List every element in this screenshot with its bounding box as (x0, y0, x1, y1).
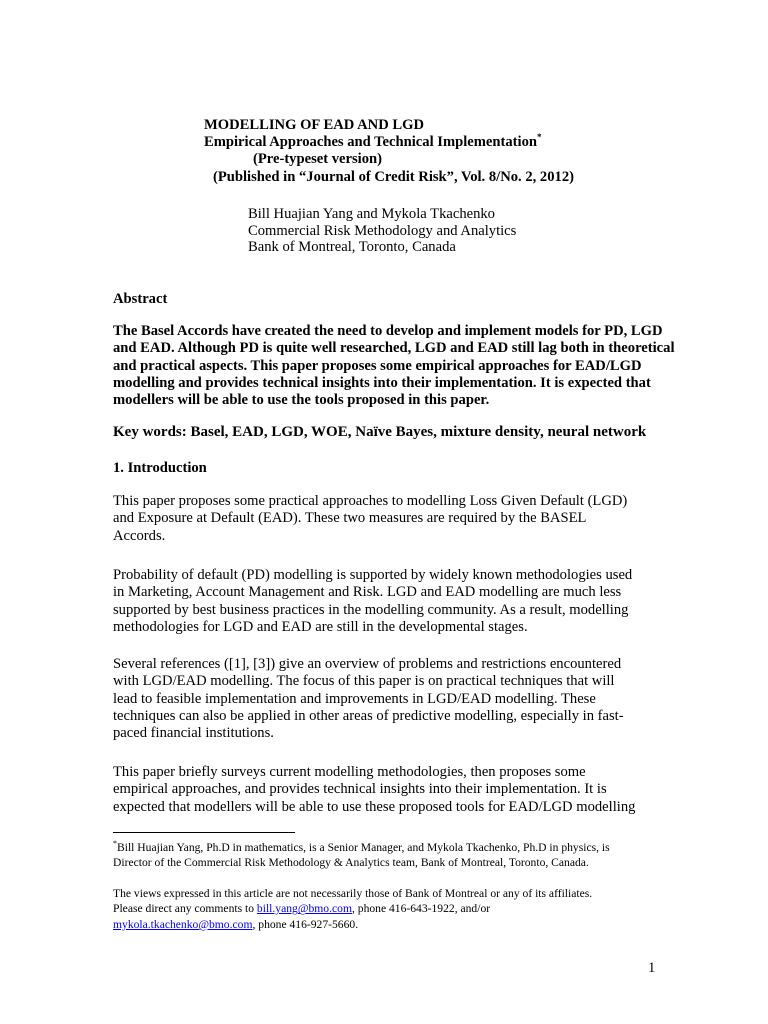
keywords: Key words: Basel, EAD, LGD, WOE, Naïve Bayes, mixture density, neural network (113, 424, 647, 440)
body-line: This paper briefly surveys current modelling methodologies, then proposes some (113, 764, 586, 780)
disclaimer (113, 886, 673, 932)
footnote-mark: * (113, 839, 117, 849)
intro-paragraph-4 (113, 764, 673, 816)
abstract-line: modelling and provides technical insights into their implementation. It is expected that (113, 374, 651, 391)
intro-paragraph-1 (113, 493, 673, 545)
author-institution: Bank of Montreal, Toronto, Canada (248, 239, 456, 255)
body-line: techniques can also be applied in other areas of predictive modelling, especially in fast- (113, 707, 624, 724)
abstract-line: modellers will be able to use the tools proposed in this paper. (113, 392, 490, 409)
intro-paragraph-3 (113, 656, 673, 742)
contact-mid: , phone 416-643-1922, and/or (351, 902, 491, 916)
contact-suffix: , phone 416-927-5660. (252, 917, 359, 931)
footnote-divider (113, 832, 295, 833)
author-names: Bill Huajian Yang and Mykola Tkachenko (248, 206, 495, 222)
body-line: in Marketing, Account Management and Risk. LGD and EAD modelling are much less (113, 584, 622, 601)
email-link-mykola-tkachenko[interactable]: mykola.tkachenko@bmo.com (113, 917, 253, 931)
contact-line (113, 901, 673, 916)
paper-subtitle-text: Empirical Approaches and Technical Implementation (204, 134, 537, 150)
abstract-line: and EAD. Although PD is quite well researched, LGD and EAD still lag both in theoretical (113, 340, 675, 357)
footnote-line (113, 840, 673, 855)
footnote-mark: * (537, 132, 542, 143)
version-note: (Pre-typeset version) (253, 151, 382, 167)
body-line: lead to feasible implementation and improvements in LGD/EAD modelling. These (113, 690, 596, 707)
abstract-body (113, 323, 673, 409)
body-line: empirical approaches, and provides technical insights into their implementation. It is (113, 781, 607, 798)
body-line: and Exposure at Default (EAD). These two measures are required by the BASEL (113, 510, 587, 527)
paper-title: MODELLING OF EAD AND LGD (204, 117, 425, 133)
body-line: Accords. (113, 527, 166, 544)
intro-paragraph-2 (113, 567, 673, 636)
body-line: methodologies for LGD and EAD are still in the developmental stages. (113, 618, 528, 635)
author-department: Commercial Risk Methodology and Analytics (248, 223, 517, 239)
abstract-line: The Basel Accords have created the need to develop and implement models for PD, LGD (113, 323, 663, 339)
footnote-text: Bill Huajian Yang, Ph.D in mathematics, is a Senior Manager, and Mykola Tkachenko, Ph.D in physics, is (117, 841, 610, 854)
contact-prefix: Please direct any comments to (113, 902, 257, 916)
body-line: Probability of default (PD) modelling is supported by widely known methodologies used (113, 567, 633, 583)
body-line: expected that modellers will be able to use these proposed tools for EAD/LGD modelling (113, 798, 636, 815)
introduction-heading: 1. Introduction (113, 460, 207, 476)
footnote-line: Director of the Commercial Risk Methodology & Analytics team, Bank of Montreal, Toronto, Canada. (113, 856, 589, 870)
body-line: This paper proposes some practical approaches to modelling Loss Given Default (LGD) (113, 493, 628, 509)
abstract-line: and practical aspects. This paper proposes some empirical approaches for EAD/LGD (113, 357, 642, 374)
page-number: 1 (648, 960, 656, 976)
publication-note: (Published in “Journal of Credit Risk”, Vol. 8/No. 2, 2012) (213, 169, 574, 185)
body-line: paced financial institutions. (113, 725, 274, 742)
email-link-bill-yang[interactable]: bill.yang@bmo.com (256, 902, 352, 916)
body-line: Several references ([1], [3]) give an overview of problems and restrictions encountered (113, 656, 622, 672)
abstract-heading: Abstract (113, 291, 168, 307)
footnote (113, 840, 673, 871)
body-line: with LGD/EAD modelling. The focus of this paper is on practical techniques that will (113, 673, 615, 690)
paper-subtitle (204, 134, 542, 151)
body-line: supported by best business practices in the modelling community. As a result, modelling (113, 601, 629, 618)
contact-line (113, 917, 673, 932)
disclaimer-line: The views expressed in this article are not necessarily those of Bank of Montreal or any of its affiliates. (113, 887, 593, 900)
